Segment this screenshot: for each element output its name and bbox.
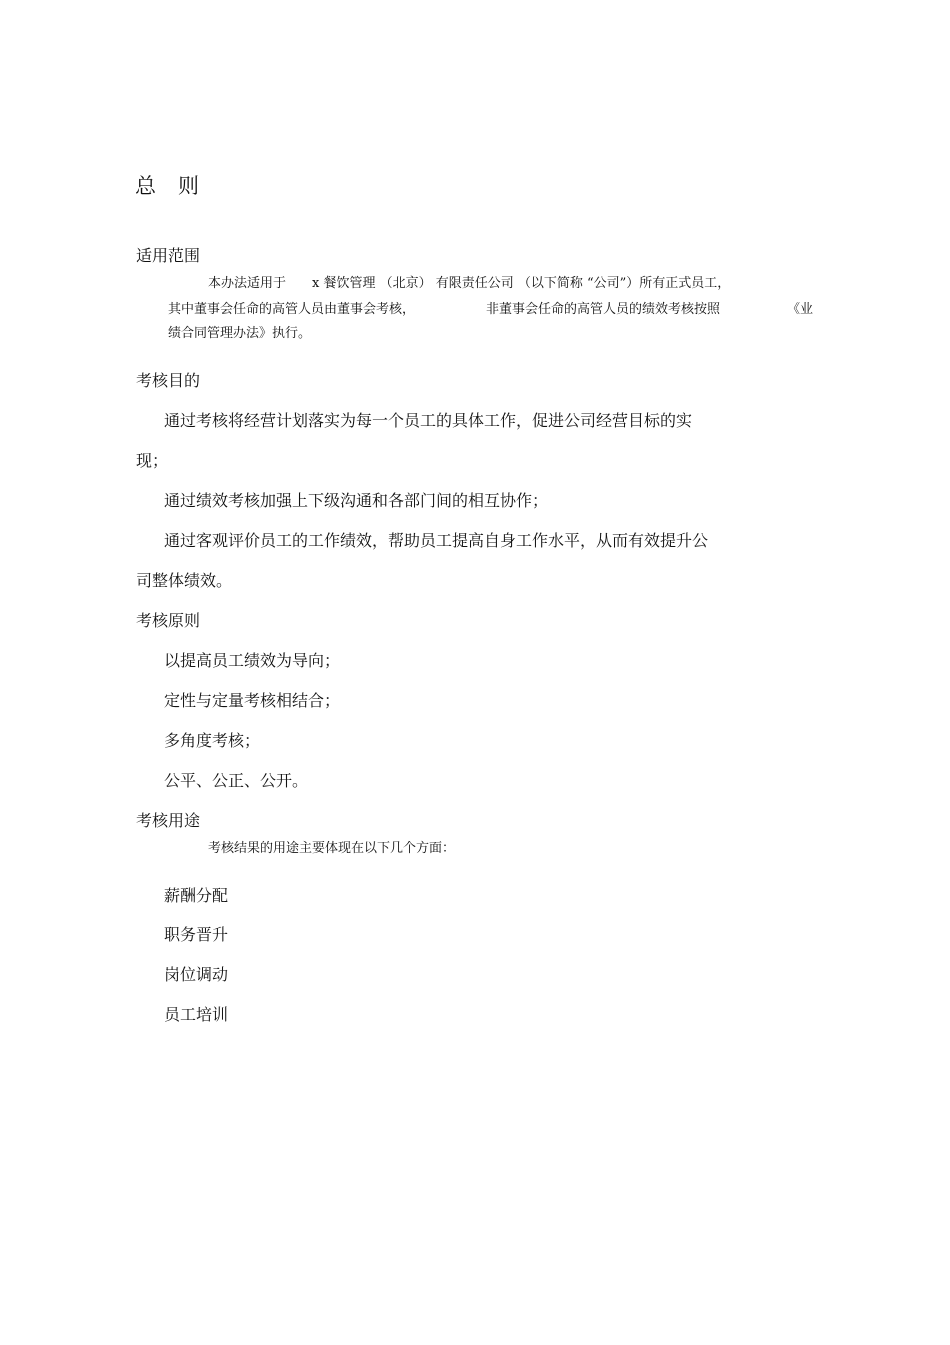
title-char-1: 总 (135, 174, 156, 198)
usage-item: 员工培训 (164, 1005, 229, 1024)
scope-line-1a: 本办法适用于 (208, 276, 287, 291)
scope-line-2b: 非董事会任命的高管人员的绩效考核按照 (486, 302, 721, 317)
purpose-line-3-cont: 司整体绩效。 (136, 571, 233, 590)
purpose-line-3: 通过客观评价员工的工作绩效，帮助员工提高自身工作水平，从而有效提升公 (164, 531, 709, 550)
section-heading-scope: 适用范围 (136, 246, 201, 265)
purpose-line-2: 通过绩效考核加强上下级沟通和各部门间的相互协作； (164, 491, 549, 510)
usage-intro: 考核结果的用途主要体现在以下几个方面： (208, 841, 456, 856)
section-heading-usage: 考核用途 (136, 811, 201, 830)
usage-item: 岗位调动 (164, 965, 229, 984)
page-title (135, 170, 199, 200)
section-heading-purpose: 考核目的 (136, 371, 201, 390)
usage-item: 职务晋升 (164, 925, 229, 944)
purpose-line-1: 通过考核将经营计划落实为每一个员工的具体工作，促进公司经营目标的实 (164, 411, 693, 430)
section-heading-principles: 考核原则 (136, 611, 201, 630)
scope-line-3: 绩合同管理办法》执行。 (168, 326, 312, 341)
principle-item: 多角度考核； (164, 731, 261, 750)
usage-item: 薪酬分配 (164, 886, 229, 905)
principle-item: 以提高员工绩效为导向； (164, 651, 341, 670)
purpose-line-1-cont: 现； (136, 451, 169, 470)
scope-line-2a: 其中董事会任命的高管人员由董事会考核， (168, 302, 416, 317)
principle-item: 定性与定量考核相结合； (164, 691, 341, 710)
title-char-2: 则 (178, 174, 199, 198)
scope-line-1b: x 餐饮管理 （北京） 有限责任公司 （以下简称 “公司”）所有正式员工， (312, 276, 731, 291)
principle-item: 公平、公正、公开。 (164, 771, 309, 790)
scope-line-2c: 《业 (787, 302, 814, 317)
